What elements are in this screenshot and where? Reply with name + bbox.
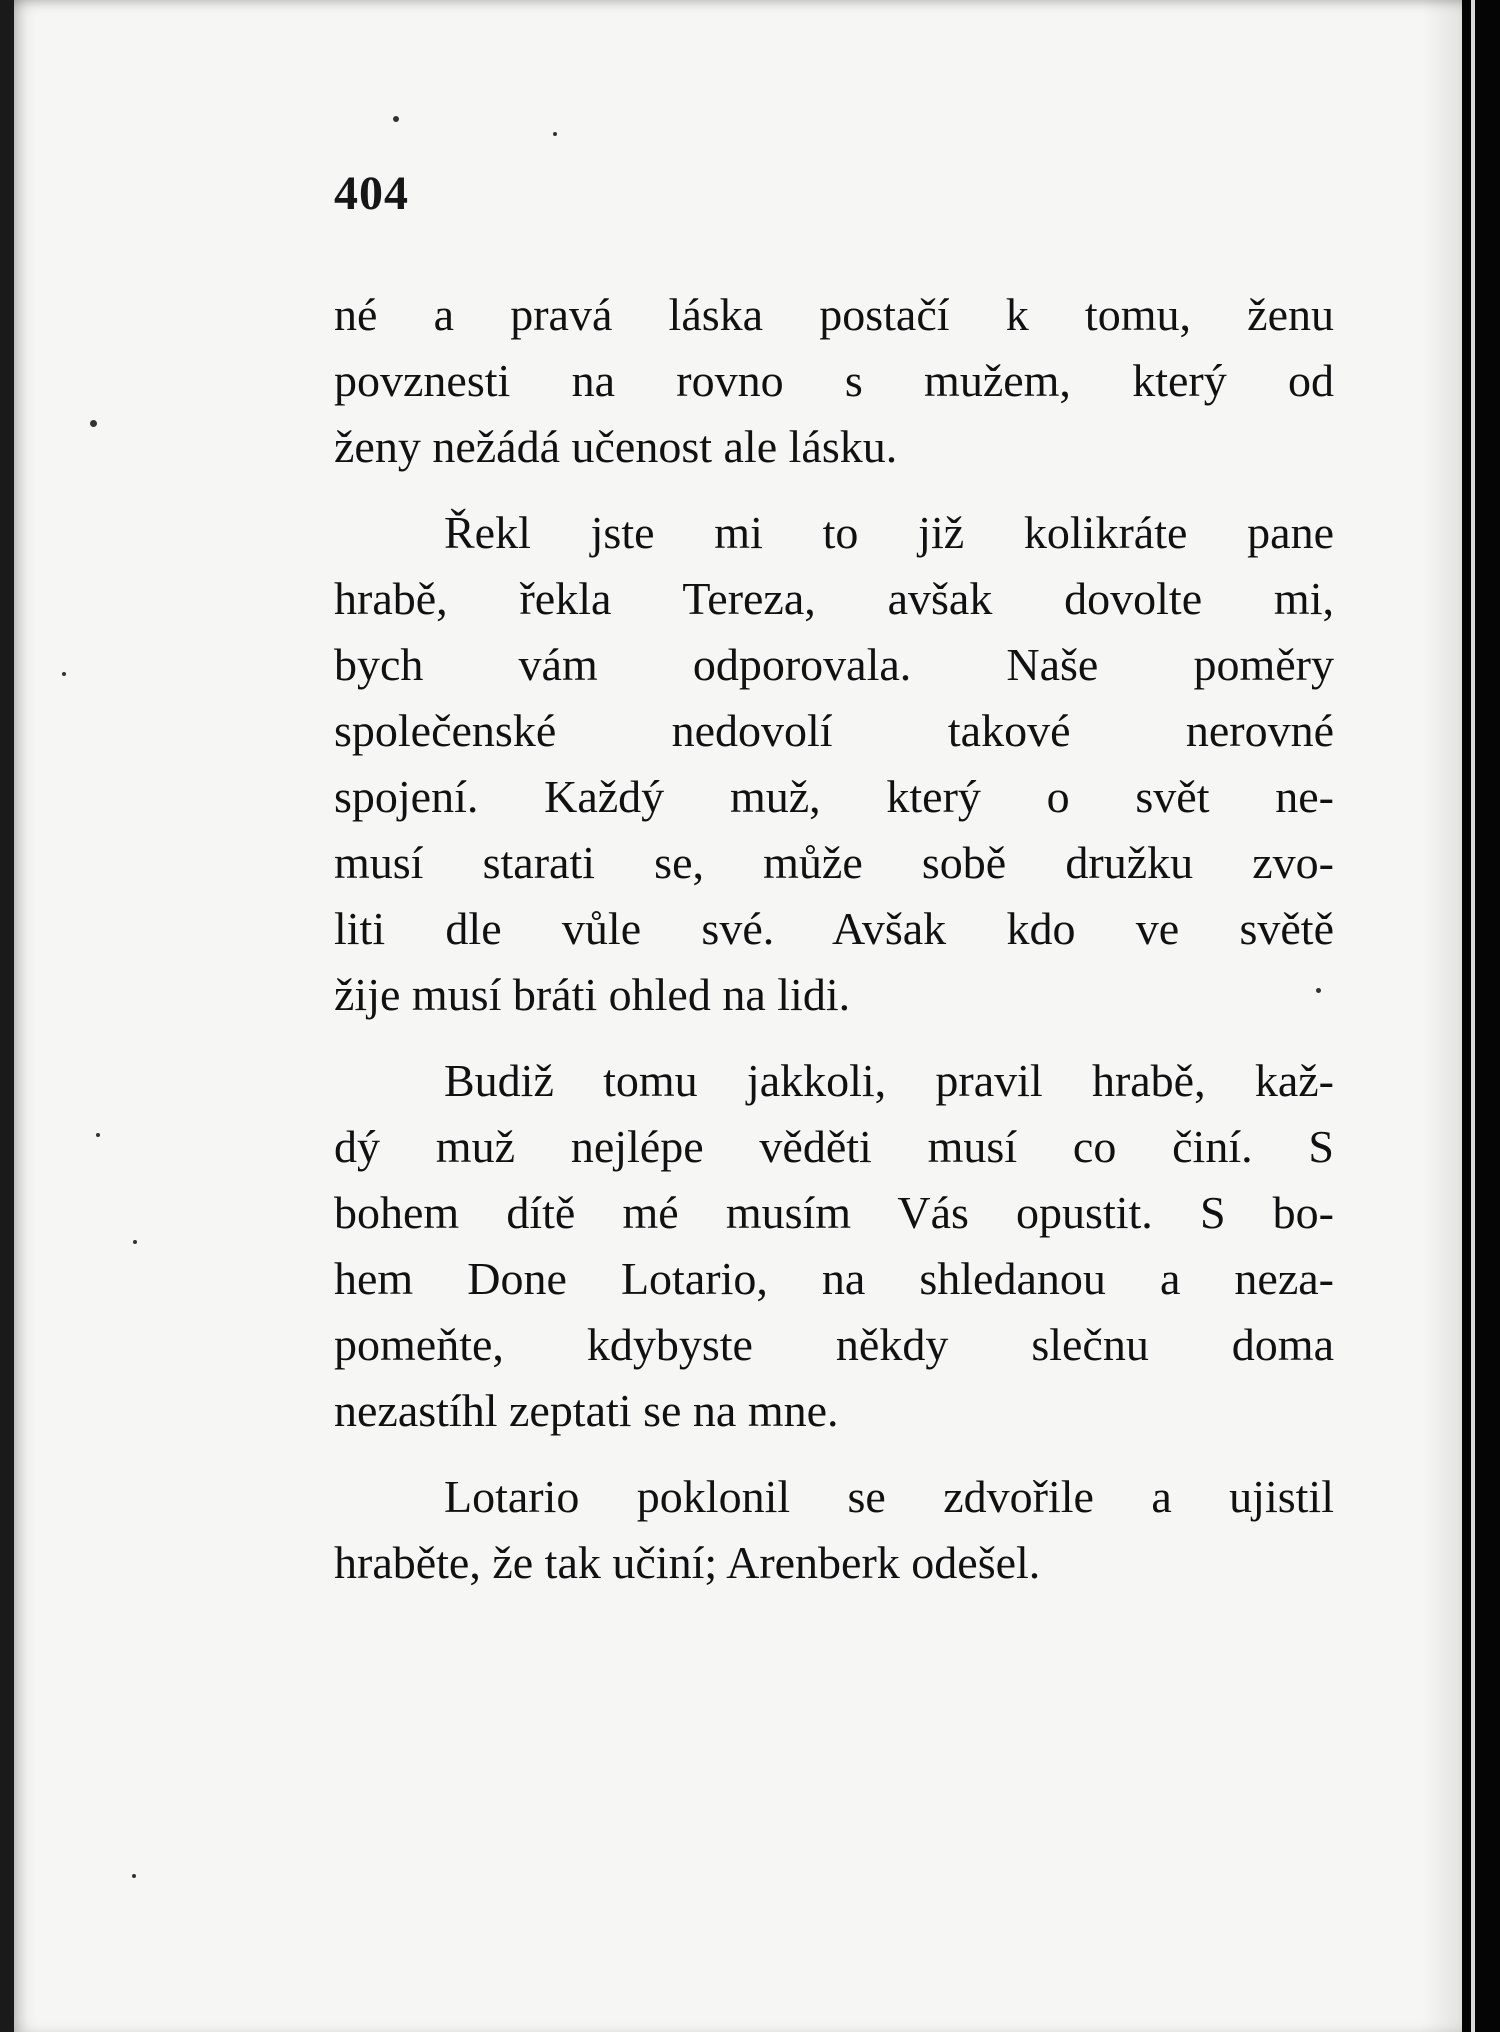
body-text bbox=[334, 282, 1334, 1596]
scan-left-border bbox=[0, 0, 14, 2032]
text-line: žije musí bráti ohled na lidi. bbox=[334, 969, 851, 1020]
paragraph-4 bbox=[334, 1464, 1334, 1596]
scan-speck bbox=[132, 1874, 136, 1878]
text-line: spojení. Každý muž, který o svět ne- bbox=[334, 771, 1334, 822]
page-edge-line bbox=[1471, 0, 1475, 2032]
text-line: hem Done Lotario, na shledanou a neza- bbox=[334, 1253, 1334, 1304]
scan-speck bbox=[553, 132, 557, 136]
text-line: Řekl jste mi to již kolikráte pane bbox=[444, 507, 1334, 558]
text-line: bohem dítě mé musím Vás opustit. S bo- bbox=[334, 1187, 1334, 1238]
text-line: pomeňte, kdybyste někdy slečnu doma bbox=[334, 1319, 1334, 1370]
scan-speck bbox=[90, 420, 97, 427]
text-line: ženy nežádá učenost ale lásku. bbox=[334, 421, 898, 472]
text-line: liti dle vůle své. Avšak kdo ve světě bbox=[334, 903, 1334, 954]
text-line: dý muž nejlépe věděti musí co činí. S bbox=[334, 1121, 1334, 1172]
scan-speck bbox=[133, 1240, 137, 1244]
text-line: povznesti na rovno s mužem, který od bbox=[334, 355, 1334, 406]
text-line: né a pravá láska postačí k tomu, ženu bbox=[334, 289, 1334, 340]
page-number: 404 bbox=[334, 167, 409, 220]
paragraph-2 bbox=[334, 500, 1334, 1028]
scan-speck bbox=[62, 672, 66, 676]
text-line: musí starati se, může sobě družku zvo- bbox=[334, 837, 1334, 888]
text-line: společenské nedovolí takové nerovné bbox=[334, 705, 1334, 756]
text-line: nezastíhl zeptati se na mne. bbox=[334, 1385, 839, 1436]
text-line: hraběte, že tak učiní; Arenberk odešel. bbox=[334, 1537, 1041, 1588]
text-line: Lotario poklonil se zdvořile a ujistil bbox=[444, 1471, 1334, 1522]
scan-speck bbox=[96, 1133, 100, 1137]
page-fold-shadow bbox=[1422, 0, 1462, 2032]
scan-speck bbox=[393, 116, 399, 122]
text-line: hrabě, řekla Tereza, avšak dovolte mi, bbox=[334, 573, 1334, 624]
text-line: bych vám odporovala. Naše poměry bbox=[334, 639, 1334, 690]
paragraph-3 bbox=[334, 1048, 1334, 1444]
text-line: Budiž tomu jakkoli, pravil hrabě, kaž- bbox=[444, 1055, 1334, 1106]
paragraph-1 bbox=[334, 282, 1334, 480]
scan-right-border bbox=[1462, 0, 1500, 2032]
